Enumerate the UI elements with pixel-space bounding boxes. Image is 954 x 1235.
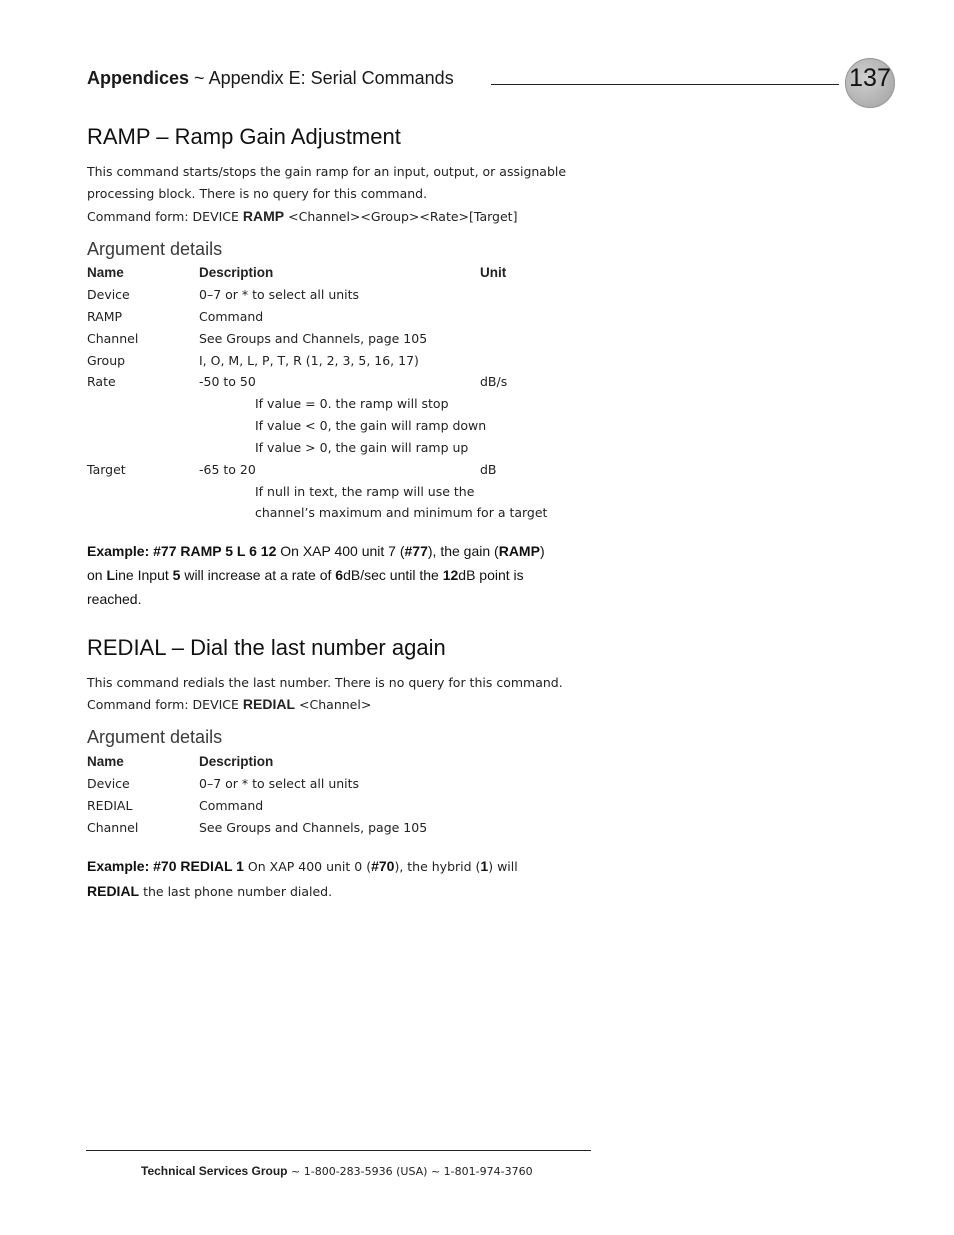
example-text: the last phone number dialed. [139, 884, 333, 899]
redial-args-heading: Argument details [87, 727, 223, 747]
cell-description: Command [199, 798, 264, 813]
cell-note: If value > 0, the gain will ramp up [255, 440, 469, 455]
example-bold: 12 [442, 567, 459, 583]
cell-unit: dB/s [480, 374, 508, 389]
cell-description: -65 to 20 [199, 462, 256, 477]
example-bold: 6 [335, 567, 344, 583]
cell-description: 0–7 or * to select all units [199, 287, 360, 302]
example-text: On XAP 400 unit 0 ( [243, 859, 372, 874]
example-bold: 1 [480, 858, 489, 874]
footer-rule [86, 1150, 591, 1151]
example-label: Example: #70 REDIAL 1 [87, 858, 244, 874]
example-text: on [87, 567, 107, 583]
table-header-row [0, 262, 954, 284]
header-section: Appendices [87, 68, 190, 88]
table-row [0, 773, 954, 795]
cell-name: Target [87, 462, 126, 477]
example-text: ine Input [115, 567, 173, 583]
ramp-intro-line2: processing block. There is no query for this command. [87, 186, 428, 201]
cell-name: RAMP [87, 309, 123, 324]
header-rule [491, 84, 839, 85]
footer-group: Technical Services Group [141, 1164, 288, 1178]
cell-name: Device [87, 776, 130, 791]
cell-unit: dB [480, 462, 497, 477]
cell-note: If value < 0, the gain will ramp down [255, 418, 487, 433]
table-note-row [0, 393, 954, 415]
example-text: reached. [87, 591, 142, 607]
command-args: <Channel> [299, 697, 372, 712]
example-text: will increase at a rate of [180, 567, 336, 583]
example-text: dB/sec until the [343, 567, 443, 583]
command-prefix: Command form: DEVICE [87, 697, 239, 712]
example-bold: REDIAL [87, 883, 140, 899]
example-text: ) [539, 543, 545, 559]
running-header [87, 68, 454, 89]
example-bold: #70 [371, 858, 395, 874]
table-note-row [0, 481, 954, 503]
ramp-example [87, 539, 587, 611]
header-subsection: Appendix E: Serial Commands [208, 68, 454, 88]
cell-name: Device [87, 287, 130, 302]
cell-description: I, O, M, L, P, T, R (1, 2, 3, 5, 16, 17) [199, 353, 419, 368]
example-text: dB point is [458, 567, 524, 583]
ramp-title: RAMP – Ramp Gain Adjustment [87, 124, 401, 149]
example-text: ) will [488, 859, 518, 874]
redial-title: REDIAL – Dial the last number again [87, 635, 446, 660]
cell-description: 0–7 or * to select all units [199, 776, 360, 791]
header-separator: ~ [194, 68, 205, 88]
footer-phones: ~ 1-800-283-5936 (USA) ~ 1-801-974-3760 [287, 1165, 533, 1178]
page-number: 137 [849, 64, 891, 92]
cell-description: Command [199, 309, 264, 324]
example-bold: RAMP [498, 543, 540, 559]
footer [141, 1164, 533, 1178]
cell-name: Channel [87, 331, 139, 346]
cell-description: See Groups and Channels, page 105 [199, 331, 428, 346]
cell-description: -50 to 50 [199, 374, 256, 389]
example-text: On XAP 400 unit 7 ( [276, 543, 405, 559]
example-label: Example: #77 RAMP 5 L 6 12 [87, 543, 277, 559]
cell-name: Rate [87, 374, 116, 389]
table-note-row [0, 415, 954, 437]
cell-name: Channel [87, 820, 139, 835]
table-row [0, 795, 954, 817]
cell-name: REDIAL [87, 798, 133, 813]
cell-note: If null in text, the ramp will use the [255, 484, 475, 499]
cell-note: If value = 0. the ramp will stop [255, 396, 449, 411]
table-row [0, 306, 954, 328]
table-row [0, 371, 954, 393]
ramp-intro-line1: This command starts/stops the gain ramp for an input, output, or assignable [87, 164, 567, 179]
command-keyword: REDIAL [242, 696, 296, 712]
table-row [0, 328, 954, 350]
command-prefix: Command form: DEVICE [87, 209, 239, 224]
table-note-row [0, 502, 954, 524]
table-row [0, 284, 954, 306]
cell-note: channel’s maximum and minimum for a target [255, 505, 548, 520]
column-header-name: Name [87, 265, 124, 280]
ramp-args-heading: Argument details [87, 239, 223, 259]
cell-name: Group [87, 353, 126, 368]
redial-intro-line1: This command redials the last number. There is no query for this command. [87, 675, 563, 690]
column-header-unit: Unit [480, 265, 507, 280]
column-header-name: Name [87, 754, 124, 769]
column-header-description: Description [199, 265, 274, 280]
column-header-description: Description [199, 754, 274, 769]
table-row [0, 817, 954, 839]
example-text: ), the hybrid ( [394, 859, 481, 874]
example-bold: 5 [172, 567, 181, 583]
cell-description: See Groups and Channels, page 105 [199, 820, 428, 835]
command-keyword: RAMP [242, 208, 285, 224]
example-bold: L [106, 567, 116, 583]
example-text: ), the gain ( [427, 543, 499, 559]
table-row [0, 350, 954, 372]
table-note-row [0, 437, 954, 459]
command-args: <Channel><Group><Rate>[Target] [288, 209, 518, 224]
table-header-row [0, 751, 954, 773]
redial-command-form [87, 693, 371, 716]
table-row [0, 459, 954, 481]
example-bold: #77 [404, 543, 428, 559]
redial-example [87, 854, 587, 904]
ramp-command-form [87, 205, 517, 228]
